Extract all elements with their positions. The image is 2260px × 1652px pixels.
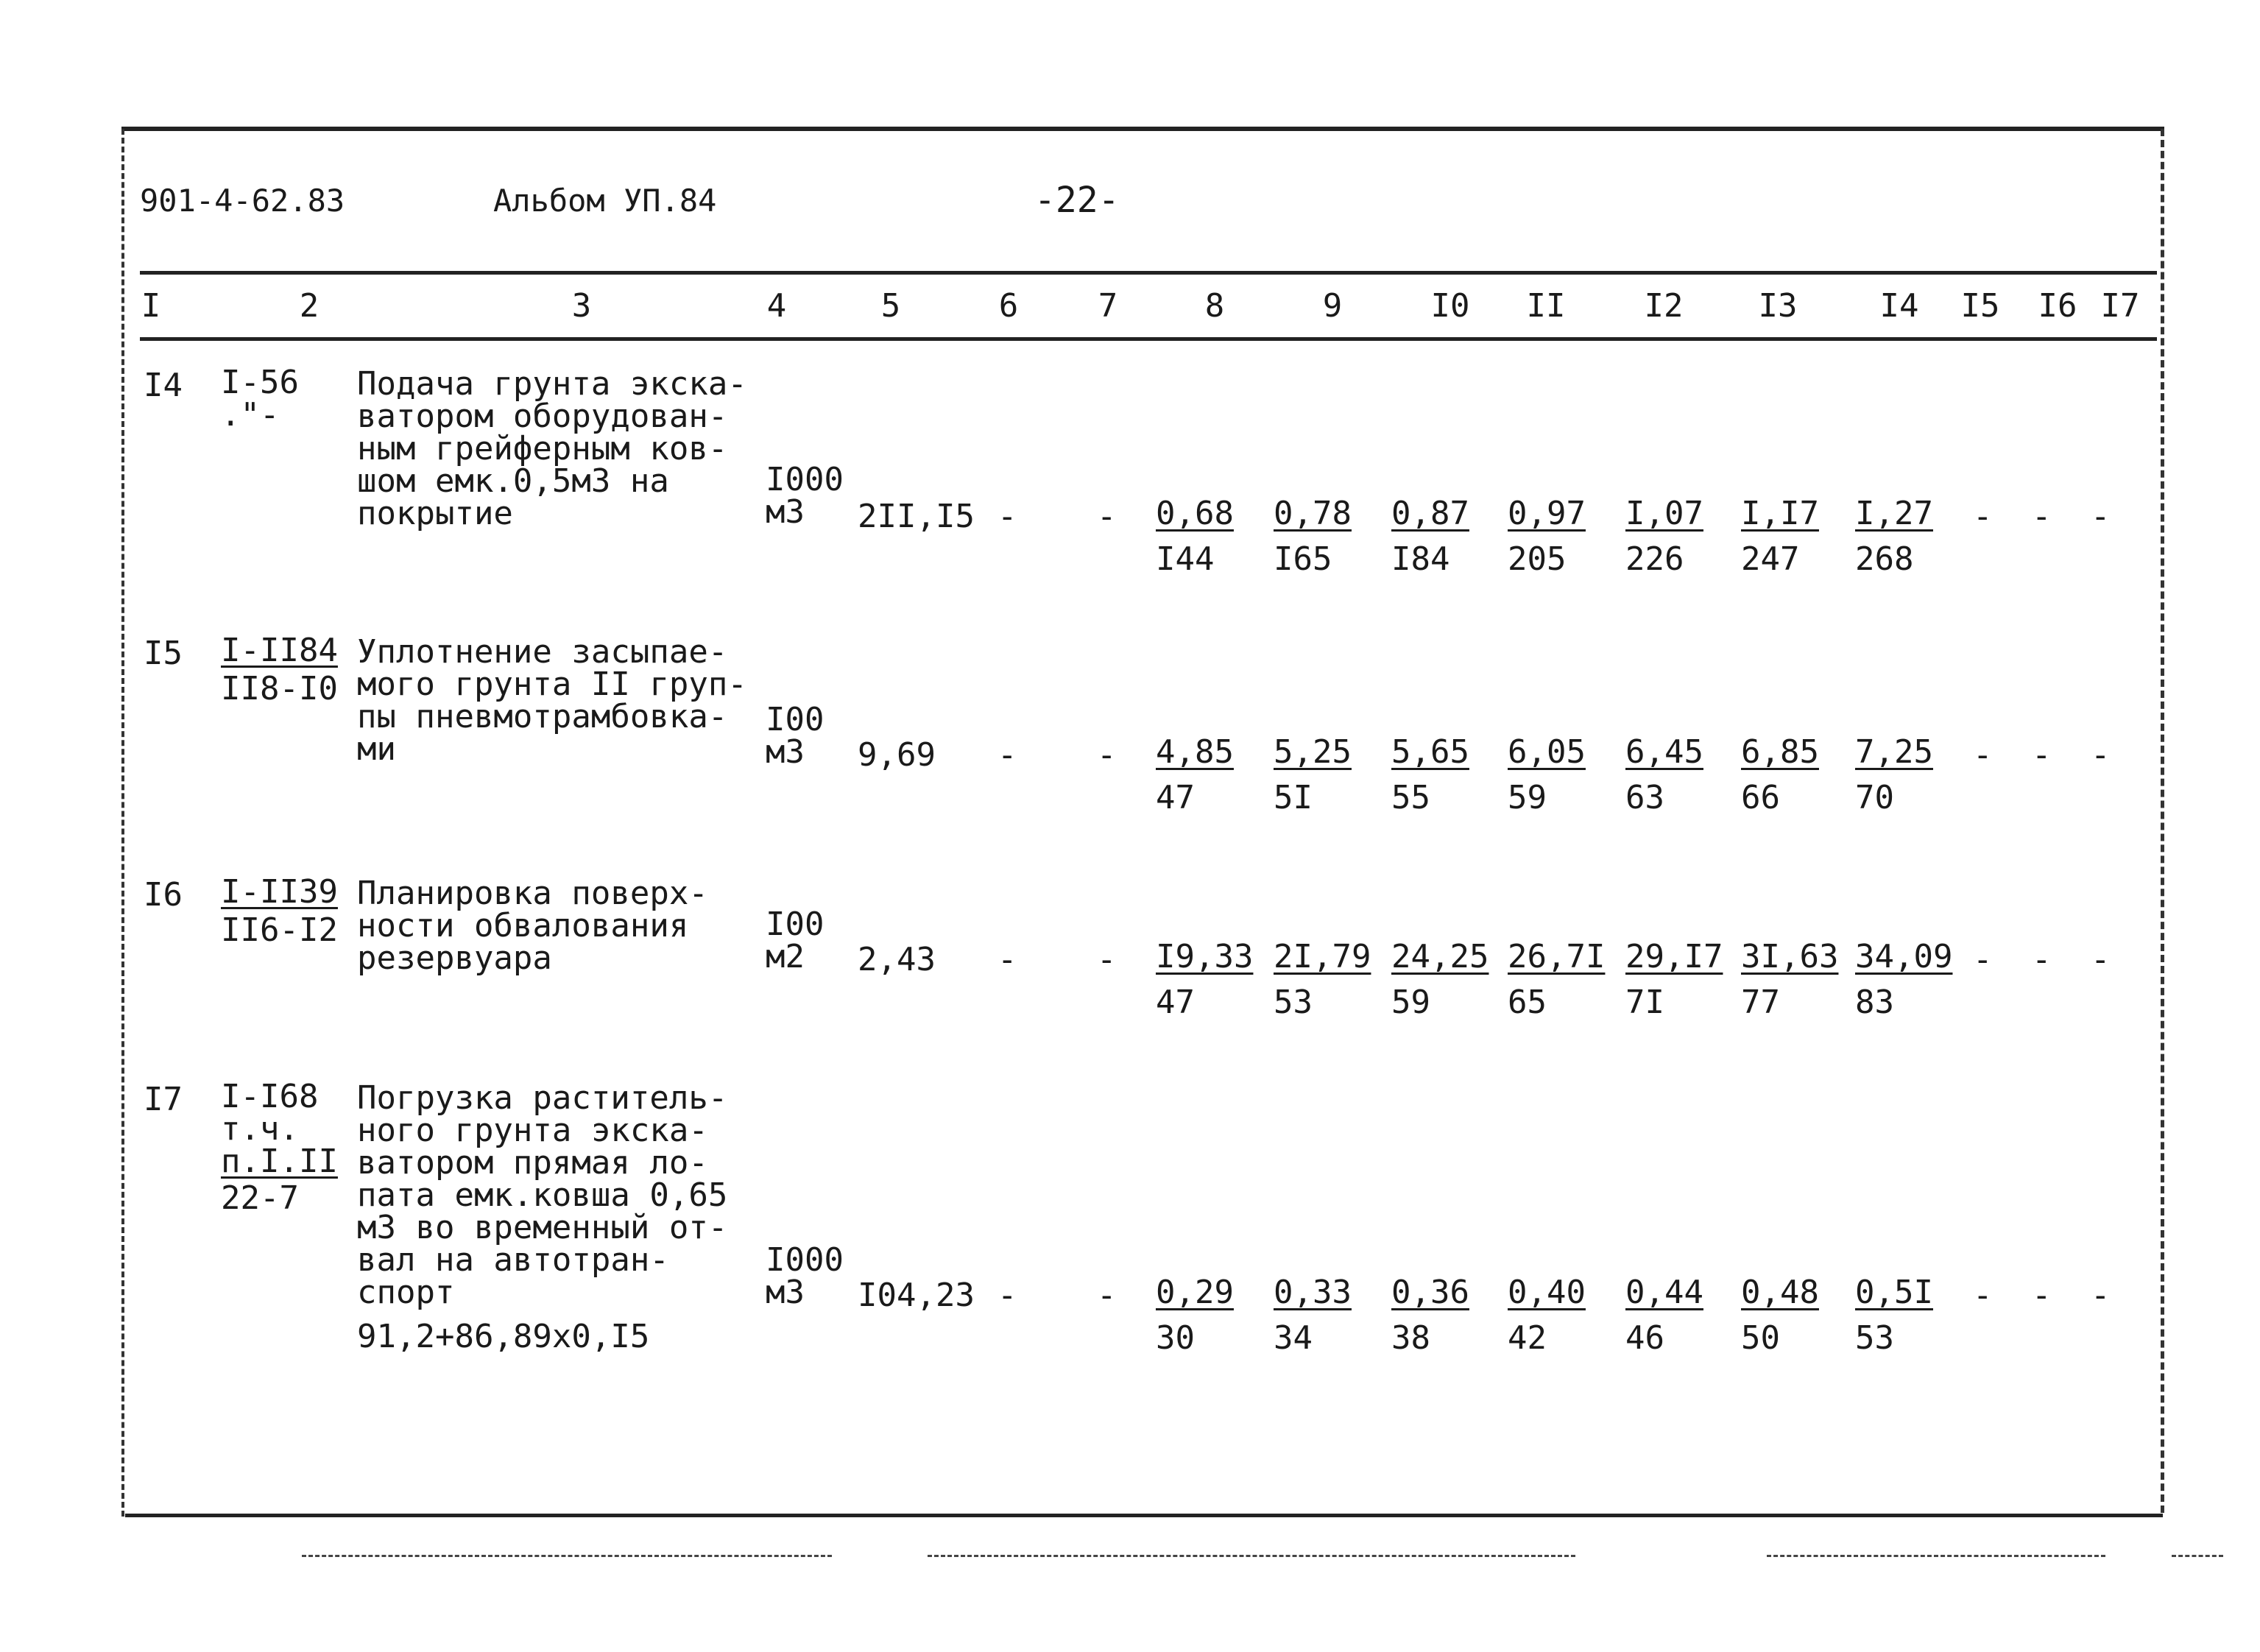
value-bottom: 47 xyxy=(1156,779,1195,816)
value-top: I,07 xyxy=(1625,495,1703,532)
value-top: 6,45 xyxy=(1625,733,1703,771)
measure-unit: I00 м3 xyxy=(766,701,824,771)
value-cell xyxy=(1855,1274,1973,1357)
value-bottom: 83 xyxy=(1855,984,1894,1021)
row-number: I5 xyxy=(144,635,183,672)
value-bottom: 247 xyxy=(1741,540,1800,578)
value-top: I,I7 xyxy=(1741,495,1819,532)
frame-bottom-border xyxy=(125,1514,2163,1517)
column-6-value: - xyxy=(997,736,1017,774)
value-cell xyxy=(1625,1274,1743,1357)
value-cell xyxy=(1855,733,1973,816)
norm-code-line: I-56 xyxy=(221,364,299,401)
norm-code-line: п.I.II xyxy=(221,1143,338,1180)
norm-code-line: I-II39 xyxy=(221,873,338,911)
column-number: II xyxy=(1526,287,1566,325)
column-number: I7 xyxy=(2100,287,2140,325)
column-16-value: - xyxy=(2032,736,2052,774)
value-bottom: 205 xyxy=(1508,540,1567,578)
value-bottom: 46 xyxy=(1625,1319,1664,1357)
value-cell xyxy=(1508,938,1625,1021)
column-6-value: - xyxy=(997,941,1017,978)
work-description: Подача грунта экска- ватором оборудован- ным грейферным ков- шом емк.0,5м3 на покрытие xyxy=(357,365,747,532)
footer-rule xyxy=(302,1555,832,1557)
page-number: -22- xyxy=(1034,180,1120,221)
header-rule-top xyxy=(140,271,2157,275)
value-cell xyxy=(1391,938,1509,1021)
value-cell xyxy=(1274,938,1391,1021)
value-cell xyxy=(1625,938,1743,1021)
column-17-value: - xyxy=(2091,736,2111,774)
column-17-value: - xyxy=(2091,498,2111,535)
value-cell xyxy=(1508,1274,1625,1357)
value-top: 0,68 xyxy=(1156,495,1234,532)
value-cell xyxy=(1741,938,1859,1021)
column-number: I2 xyxy=(1644,287,1684,325)
norm-code-line: I-I68 xyxy=(221,1078,319,1115)
column-number: I4 xyxy=(1879,287,1919,325)
value-cell xyxy=(1391,1274,1509,1357)
norm-code xyxy=(221,1078,338,1217)
column-number: 2 xyxy=(299,287,319,325)
column-number: I xyxy=(141,287,161,325)
value-top: 0,5I xyxy=(1855,1274,1933,1311)
value-bottom: 7I xyxy=(1625,984,1664,1021)
norm-code xyxy=(221,632,338,707)
value-bottom: 77 xyxy=(1741,984,1780,1021)
base-value: 9,69 xyxy=(858,736,936,774)
column-17-value: - xyxy=(2091,1277,2111,1314)
norm-code-line: II8-I0 xyxy=(221,670,338,707)
column-number: I3 xyxy=(1758,287,1798,325)
value-bottom: 53 xyxy=(1274,984,1313,1021)
value-top: 5,65 xyxy=(1391,733,1469,771)
value-bottom: 5I xyxy=(1274,779,1313,816)
work-description: Погрузка раститель- ного грунта экска- ватором прямая ло- пата емк.ковша 0,65 м3 во временный от- вал на автотран- спорт xyxy=(357,1079,728,1311)
column-number: 5 xyxy=(880,287,901,325)
value-top: 26,7I xyxy=(1508,938,1606,975)
value-bottom: 47 xyxy=(1156,984,1195,1021)
column-7-value: - xyxy=(1097,1277,1117,1314)
column-6-value: - xyxy=(997,1277,1017,1314)
column-7-value: - xyxy=(1097,736,1117,774)
value-cell xyxy=(1741,495,1859,578)
column-number: I5 xyxy=(1960,287,2000,325)
value-cell xyxy=(1855,495,1973,578)
column-7-value: - xyxy=(1097,941,1117,978)
value-top: 7,25 xyxy=(1855,733,1933,771)
value-top: 0,44 xyxy=(1625,1274,1703,1311)
frame-top-border xyxy=(121,127,2164,131)
value-bottom: 42 xyxy=(1508,1319,1547,1357)
value-top: 2I,79 xyxy=(1274,938,1371,975)
work-description: Планировка поверх- ности обвалования резервуара xyxy=(357,875,708,977)
norm-code-line: ."- xyxy=(221,396,280,434)
value-top: 4,85 xyxy=(1156,733,1234,771)
footer-rule xyxy=(928,1555,1575,1557)
cost-formula: 91,2+86,89x0,I5 xyxy=(357,1318,650,1355)
value-cell xyxy=(1156,1274,1274,1357)
frame-left-border xyxy=(121,129,124,1517)
value-top: 0,78 xyxy=(1274,495,1352,532)
value-bottom: 66 xyxy=(1741,779,1780,816)
value-bottom: 38 xyxy=(1391,1319,1430,1357)
work-description: Уплотнение засыпае- мого грунта II груп- пы пневмотрамбовка- ми xyxy=(357,633,747,768)
measure-unit: I000 м3 xyxy=(766,1241,844,1311)
value-cell xyxy=(1741,1274,1859,1357)
column-number: I0 xyxy=(1430,287,1470,325)
value-bottom: 34 xyxy=(1274,1319,1313,1357)
value-top: 5,25 xyxy=(1274,733,1352,771)
value-cell xyxy=(1625,733,1743,816)
value-bottom: 65 xyxy=(1508,984,1547,1021)
base-value: 2II,I5 xyxy=(858,498,975,535)
column-16-value: - xyxy=(2032,498,2052,535)
footer-rule xyxy=(1767,1555,2105,1557)
base-value: I04,23 xyxy=(858,1277,975,1314)
measure-unit: I00 м2 xyxy=(766,906,824,975)
value-cell xyxy=(1625,495,1743,578)
value-bottom: 53 xyxy=(1855,1319,1894,1357)
value-top: 34,09 xyxy=(1855,938,1953,975)
value-bottom: 268 xyxy=(1855,540,1914,578)
value-cell xyxy=(1274,1274,1391,1357)
column-15-value: - xyxy=(1973,1277,1993,1314)
value-top: 0,87 xyxy=(1391,495,1469,532)
column-7-value: - xyxy=(1097,498,1117,535)
header-rule-bottom xyxy=(140,337,2157,341)
column-6-value: - xyxy=(997,498,1017,535)
value-top: 0,97 xyxy=(1508,495,1586,532)
value-bottom: 59 xyxy=(1508,779,1547,816)
value-bottom: I65 xyxy=(1274,540,1332,578)
value-cell xyxy=(1156,733,1274,816)
doc-code: 901-4-62.83 xyxy=(140,183,345,219)
value-top: 3I,63 xyxy=(1741,938,1839,975)
frame-right-border xyxy=(2161,129,2164,1513)
column-number: 3 xyxy=(571,287,592,325)
value-cell xyxy=(1508,733,1625,816)
footer-rule xyxy=(2172,1555,2223,1557)
measure-unit: I000 м3 xyxy=(766,461,844,531)
column-number: 7 xyxy=(1098,287,1118,325)
value-bottom: 70 xyxy=(1855,779,1894,816)
value-top: 29,I7 xyxy=(1625,938,1723,975)
value-cell xyxy=(1855,938,1973,1021)
value-top: 0,33 xyxy=(1274,1274,1352,1311)
column-number: 9 xyxy=(1322,287,1343,325)
value-cell xyxy=(1156,938,1274,1021)
column-16-value: - xyxy=(2032,1277,2052,1314)
norm-code-line: II6-I2 xyxy=(221,911,338,949)
value-cell xyxy=(1391,733,1509,816)
column-15-value: - xyxy=(1973,941,1993,978)
norm-code-line: I-II84 xyxy=(221,632,338,669)
column-16-value: - xyxy=(2032,941,2052,978)
value-bottom: I44 xyxy=(1156,540,1215,578)
value-cell xyxy=(1508,495,1625,578)
value-bottom: I84 xyxy=(1391,540,1450,578)
value-top: 6,85 xyxy=(1741,733,1819,771)
value-bottom: 55 xyxy=(1391,779,1430,816)
value-top: 0,29 xyxy=(1156,1274,1234,1311)
column-number: I6 xyxy=(2038,287,2077,325)
value-top: 24,25 xyxy=(1391,938,1489,975)
value-top: 0,48 xyxy=(1741,1274,1819,1311)
row-number: I6 xyxy=(144,876,183,914)
value-bottom: 59 xyxy=(1391,984,1430,1021)
value-cell xyxy=(1391,495,1509,578)
value-top: I9,33 xyxy=(1156,938,1254,975)
value-cell xyxy=(1156,495,1274,578)
norm-code-line: 22-7 xyxy=(221,1179,299,1217)
value-bottom: 30 xyxy=(1156,1319,1195,1357)
column-17-value: - xyxy=(2091,941,2111,978)
column-number: 4 xyxy=(766,287,787,325)
column-15-value: - xyxy=(1973,736,1993,774)
column-15-value: - xyxy=(1973,498,1993,535)
album-title: Альбом УП.84 xyxy=(493,183,717,219)
value-cell xyxy=(1741,733,1859,816)
value-cell xyxy=(1274,495,1391,578)
value-cell xyxy=(1274,733,1391,816)
value-bottom: 226 xyxy=(1625,540,1684,578)
value-top: I,27 xyxy=(1855,495,1933,532)
base-value: 2,43 xyxy=(858,941,936,978)
value-top: 0,40 xyxy=(1508,1274,1586,1311)
row-number: I7 xyxy=(144,1081,183,1118)
norm-code xyxy=(221,873,338,949)
norm-code xyxy=(221,364,299,434)
value-top: 6,05 xyxy=(1508,733,1586,771)
row-number: I4 xyxy=(144,367,183,404)
column-number: 8 xyxy=(1204,287,1225,325)
value-bottom: 50 xyxy=(1741,1319,1780,1357)
column-number: 6 xyxy=(998,287,1019,325)
value-bottom: 63 xyxy=(1625,779,1664,816)
value-top: 0,36 xyxy=(1391,1274,1469,1311)
norm-code-line: т.ч. xyxy=(221,1110,299,1148)
